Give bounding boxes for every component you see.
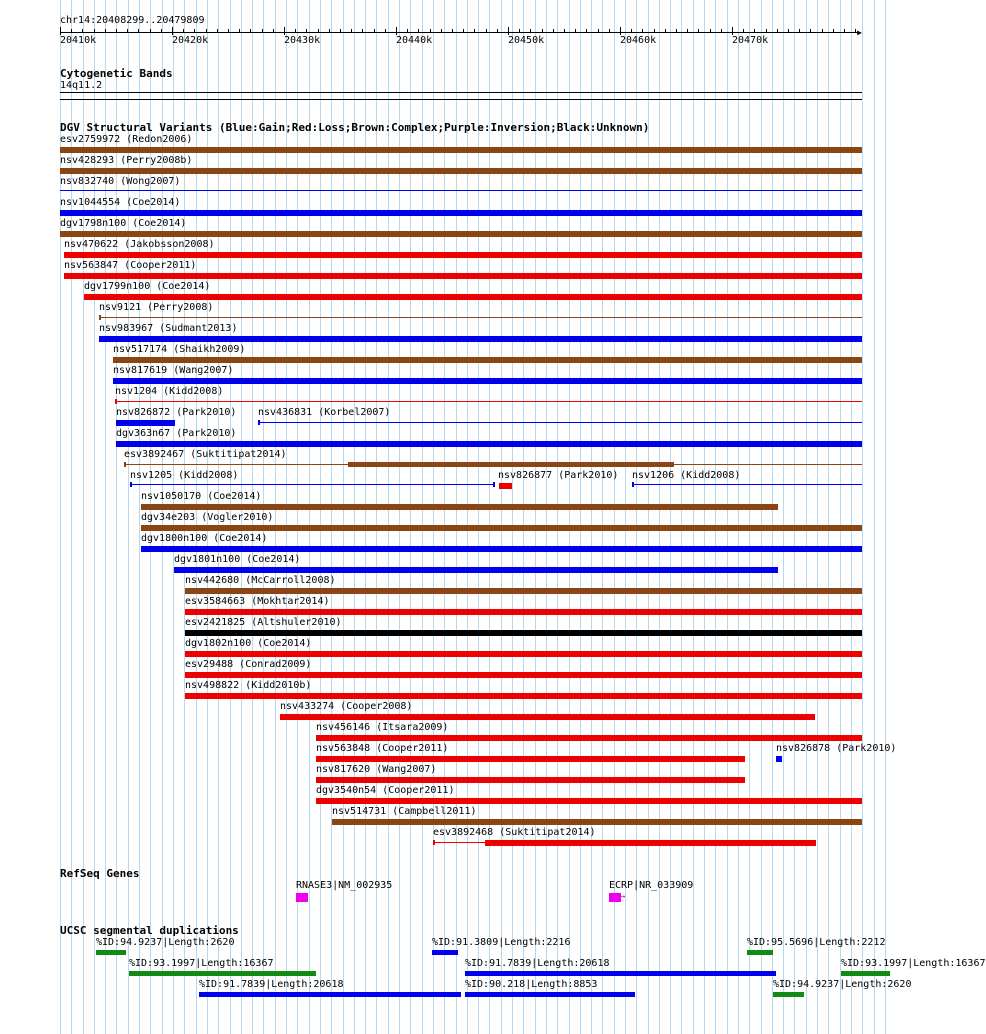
ruler-minor-tick	[486, 29, 487, 33]
dgv-feature-bar[interactable]	[185, 609, 862, 615]
dgv-feature-bar[interactable]	[141, 546, 862, 552]
grid-line	[309, 0, 310, 1034]
grid-line	[489, 0, 490, 1034]
segdup-label[interactable]: %ID:93.1997|Length:16367	[841, 958, 986, 969]
dgv-feature-bar[interactable]	[60, 168, 862, 174]
ruler-tick-label: 20450k	[508, 35, 545, 46]
ruler-minor-tick	[385, 29, 386, 33]
ruler-minor-tick	[127, 29, 128, 33]
grid-line	[512, 0, 513, 1034]
cytoband-bar-top	[60, 92, 862, 93]
ruler-minor-tick	[273, 29, 274, 33]
ruler-minor-tick	[407, 29, 408, 33]
grid-line	[862, 0, 863, 1034]
dgv-feature-label[interactable]: nsv817620 (Wang2007)	[316, 764, 437, 775]
segdup-bar[interactable]	[96, 950, 126, 955]
grid-line	[399, 0, 400, 1034]
segdup-bar[interactable]	[465, 992, 635, 997]
segdup-label[interactable]: %ID:94.9237|Length:2620	[773, 979, 912, 990]
dgv-feature-bar[interactable]	[115, 401, 862, 402]
grid-line	[343, 0, 344, 1034]
ruler-minor-tick	[799, 29, 800, 33]
dgv-feature-bar[interactable]	[316, 756, 745, 762]
grid-line	[580, 0, 581, 1034]
ruler-minor-tick	[575, 29, 576, 33]
grid-line	[591, 0, 592, 1034]
dgv-feature-label[interactable]: nsv817619 (Wang2007)	[113, 365, 234, 376]
dgv-feature-bar[interactable]	[113, 357, 862, 363]
dgv-feature-label[interactable]: nsv1206 (Kidd2008)	[632, 470, 741, 481]
dgv-feature-label[interactable]: dgv1802n100 (Coe2014)	[185, 638, 312, 649]
grid-line	[331, 0, 332, 1034]
ruler-tick-label: 20430k	[284, 35, 321, 46]
dgv-feature-label[interactable]: nsv428293 (Perry2008b)	[60, 155, 193, 166]
dgv-feature-label[interactable]: dgv363n67 (Park2010)	[116, 428, 237, 439]
ruler-minor-tick	[665, 29, 666, 33]
ruler-minor-tick	[698, 29, 699, 33]
ruler-minor-tick	[553, 29, 554, 33]
ruler-minor-tick	[833, 29, 834, 33]
dgv-feature-label[interactable]: nsv517174 (Shaikh2009)	[113, 344, 246, 355]
dgv-feature-start	[130, 482, 132, 487]
ruler-minor-tick	[844, 29, 845, 33]
dgv-feature-bar[interactable]	[185, 588, 862, 594]
ruler-minor-tick	[788, 29, 789, 33]
ruler-tick-label: 20420k	[172, 35, 209, 46]
ruler-minor-tick	[206, 29, 207, 33]
grid-line	[659, 0, 660, 1034]
ruler-minor-tick	[474, 29, 475, 33]
dgv-feature-label[interactable]: nsv983967 (Sudmant2013)	[99, 323, 238, 334]
ruler-minor-tick	[60, 29, 61, 33]
dgv-feature-block	[485, 840, 816, 846]
ruler-minor-tick	[810, 29, 811, 33]
grid-line	[557, 0, 558, 1034]
dgv-feature-label[interactable]: dgv3540n54 (Cooper2011)	[316, 785, 455, 796]
dgv-feature-bar[interactable]	[116, 420, 175, 426]
dgv-feature-label[interactable]: dgv1801n100 (Coe2014)	[174, 554, 301, 565]
dgv-feature-bar[interactable]	[60, 210, 862, 216]
segdup-bar[interactable]	[773, 992, 804, 997]
grid-line	[354, 0, 355, 1034]
dgv-feature-bar[interactable]	[632, 484, 862, 485]
dgv-feature-label[interactable]: dgv1798n100 (Coe2014)	[60, 218, 187, 229]
dgv-feature-label[interactable]: dgv1799n100 (Coe2014)	[84, 281, 211, 292]
dgv-feature-label[interactable]: nsv456146 (Itsara2009)	[316, 722, 449, 733]
ruler-minor-tick	[620, 29, 621, 33]
ruler-tick-label: 20470k	[732, 35, 769, 46]
grid-line	[817, 0, 818, 1034]
segdup-bar[interactable]	[199, 992, 461, 997]
segdup-label[interactable]: %ID:91.7839|Length:20618	[465, 958, 610, 969]
dgv-feature-bar[interactable]	[316, 735, 862, 741]
dgv-feature-bar[interactable]	[60, 190, 862, 191]
ruler-minor-tick	[239, 29, 240, 33]
grid-line	[874, 0, 875, 1034]
grid-line	[738, 0, 739, 1034]
ruler-minor-tick	[743, 29, 744, 33]
grid-line	[840, 0, 841, 1034]
grid-line	[749, 0, 750, 1034]
ruler-minor-tick	[822, 29, 823, 33]
grid-line	[681, 0, 682, 1034]
dgv-feature-label[interactable]: nsv442680 (McCarroll2008)	[185, 575, 336, 586]
grid-line	[704, 0, 705, 1034]
grid-line	[523, 0, 524, 1034]
dgv-feature-label[interactable]: nsv514731 (Campbell2011)	[332, 806, 477, 817]
grid-line	[806, 0, 807, 1034]
segdup-bar[interactable]	[432, 950, 458, 955]
ruler-tick-label: 20410k	[60, 35, 97, 46]
grid-line	[851, 0, 852, 1034]
ruler-tick-label: 20440k	[396, 35, 433, 46]
dgv-feature-bar[interactable]	[499, 483, 512, 489]
dgv-feature-label[interactable]: nsv1050170 (Coe2014)	[141, 491, 262, 502]
dgv-feature-label[interactable]: esv2421825 (Altshuler2010)	[185, 617, 342, 628]
dgv-feature-start	[99, 315, 101, 320]
ruler-minor-tick	[362, 29, 363, 33]
dgv-feature-block	[348, 462, 674, 467]
grid-line	[456, 0, 457, 1034]
ruler-minor-tick	[721, 29, 722, 33]
ruler-minor-tick	[262, 29, 263, 33]
segdup-label[interactable]: %ID:91.3809|Length:2216	[432, 937, 571, 948]
dgv-feature-start	[115, 399, 117, 404]
segdup-label[interactable]: %ID:93.1997|Length:16367	[129, 958, 274, 969]
dgv-feature-label[interactable]: nsv498822 (Kidd2010b)	[185, 680, 312, 691]
dgv-feature-bar[interactable]	[185, 630, 862, 636]
ruler-minor-tick	[564, 29, 565, 33]
ruler-minor-tick	[172, 29, 173, 33]
segdup-bar[interactable]	[465, 971, 776, 976]
ruler-minor-tick	[329, 29, 330, 33]
dgv-feature-bar[interactable]	[116, 441, 862, 447]
grid-line	[376, 0, 377, 1034]
ruler-minor-tick	[161, 29, 162, 33]
ruler-minor-tick	[497, 29, 498, 33]
ruler-minor-tick	[351, 29, 352, 33]
dgv-feature-bar[interactable]	[99, 317, 862, 318]
refseq-gene-body[interactable]	[296, 893, 308, 902]
dgv-feature-label[interactable]: nsv470622 (Jakobsson2008)	[64, 239, 215, 250]
dgv-feature-end	[493, 482, 495, 487]
ruler-minor-tick	[586, 29, 587, 33]
segdup-track-title: UCSC segmental duplications	[60, 924, 239, 937]
dgv-feature-label[interactable]: esv3892468 (Suktitipat2014)	[433, 827, 596, 838]
grid-line	[614, 0, 615, 1034]
ruler-minor-tick	[676, 29, 677, 33]
dgv-feature-bar[interactable]	[141, 504, 778, 510]
grid-line	[636, 0, 637, 1034]
grid-line	[602, 0, 603, 1034]
dgv-feature-bar[interactable]	[258, 422, 862, 423]
position-label: chr14:20408299..20479809	[60, 15, 205, 26]
segdup-label[interactable]: %ID:95.5696|Length:2212	[747, 937, 886, 948]
dgv-feature-label[interactable]: nsv826872 (Park2010)	[116, 407, 237, 418]
ruler-minor-tick	[463, 29, 464, 33]
ruler-minor-tick	[340, 29, 341, 33]
ruler-minor-tick	[228, 29, 229, 33]
dgv-feature-label[interactable]: dgv34e203 (Vogler2010)	[141, 512, 274, 523]
dgv-feature-bar[interactable]	[60, 147, 862, 153]
grid-line	[546, 0, 547, 1034]
ruler-arrow-icon: ▶	[857, 28, 862, 37]
dgv-feature-bar[interactable]	[64, 252, 862, 258]
segdup-label[interactable]: %ID:90.218|Length:8853	[465, 979, 598, 990]
dgv-feature-label[interactable]: nsv433274 (Cooper2008)	[280, 701, 413, 712]
ruler-minor-tick	[138, 29, 139, 33]
ruler-minor-tick	[441, 29, 442, 33]
ruler-minor-tick	[508, 29, 509, 33]
ruler-minor-tick	[150, 29, 151, 33]
ruler-minor-tick	[519, 29, 520, 33]
ruler-minor-tick	[396, 29, 397, 33]
cytoband-label: 14q11.2	[60, 80, 103, 91]
segdup-label[interactable]: %ID:94.9237|Length:2620	[96, 937, 235, 948]
dgv-feature-label[interactable]: nsv826877 (Park2010)	[498, 470, 619, 481]
dgv-feature-bar[interactable]	[141, 525, 862, 531]
grid-line	[297, 0, 298, 1034]
dgv-feature-bar[interactable]	[174, 567, 778, 573]
grid-line	[648, 0, 649, 1034]
ruler-minor-tick	[94, 29, 95, 33]
dgv-feature-start	[124, 462, 126, 467]
grid-line	[467, 0, 468, 1034]
dgv-feature-label[interactable]: nsv436831 (Korbel2007)	[258, 407, 391, 418]
dgv-feature-start	[632, 482, 634, 487]
segdup-bar[interactable]	[841, 971, 890, 976]
dgv-feature-bar[interactable]	[130, 484, 495, 485]
grid-line	[501, 0, 502, 1034]
grid-line	[478, 0, 479, 1034]
ruler-minor-tick	[318, 29, 319, 33]
segdup-label[interactable]: %ID:91.7839|Length:20618	[199, 979, 344, 990]
refseq-gene-label[interactable]: RNASE3|NM_002935	[296, 880, 393, 891]
grid-line	[422, 0, 423, 1034]
grid-line	[275, 0, 276, 1034]
dgv-feature-label[interactable]: nsv9121 (Perry2008)	[99, 302, 214, 313]
dgv-feature-label[interactable]: nsv563848 (Cooper2011)	[316, 743, 449, 754]
dgv-feature-label[interactable]: nsv1205 (Kidd2008)	[130, 470, 239, 481]
dgv-feature-bar[interactable]	[185, 672, 862, 678]
ruler-minor-tick	[116, 29, 117, 33]
refseq-track-title: RefSeq Genes	[60, 867, 140, 880]
grid-line	[625, 0, 626, 1034]
ruler-minor-tick	[295, 29, 296, 33]
grid-line	[794, 0, 795, 1034]
grid-line	[388, 0, 389, 1034]
ruler-minor-tick	[284, 29, 285, 33]
dgv-feature-label[interactable]: nsv1204 (Kidd2008)	[115, 386, 224, 397]
grid-line	[320, 0, 321, 1034]
dgv-feature-bar[interactable]	[60, 231, 862, 237]
dgv-feature-label[interactable]: esv29488 (Conrad2009)	[185, 659, 312, 670]
grid-line	[410, 0, 411, 1034]
ruler-minor-tick	[754, 29, 755, 33]
dgv-feature-bar[interactable]	[64, 273, 862, 279]
dgv-feature-bar[interactable]	[332, 819, 862, 825]
ruler-minor-tick	[631, 29, 632, 33]
ruler-tick-label: 20460k	[620, 35, 657, 46]
ruler-minor-tick	[598, 29, 599, 33]
dgv-feature-start	[433, 840, 435, 845]
grid-line	[670, 0, 671, 1034]
dgv-feature-bar[interactable]	[776, 756, 782, 762]
grid-line	[365, 0, 366, 1034]
dgv-feature-label[interactable]: nsv832740 (Wong2007)	[60, 176, 181, 187]
ruler-minor-tick	[766, 29, 767, 33]
dgv-track-title: DGV Structural Variants (Blue:Gain;Red:Loss;Brown:Complex;Purple:Inversion;Black:Unknown)	[60, 121, 650, 134]
dgv-feature-bar[interactable]	[316, 777, 745, 783]
dgv-feature-label[interactable]: nsv826878 (Park2010)	[776, 743, 897, 754]
ruler-minor-tick	[710, 29, 711, 33]
ruler-minor-tick	[306, 29, 307, 33]
dgv-feature-bar[interactable]	[185, 693, 862, 699]
grid-line	[885, 0, 886, 1034]
ruler-minor-tick	[418, 29, 419, 33]
grid-line	[535, 0, 536, 1034]
ruler-minor-tick	[82, 29, 83, 33]
ruler-minor-tick	[855, 29, 856, 33]
grid-line	[569, 0, 570, 1034]
grid-line	[828, 0, 829, 1034]
ruler-minor-tick	[250, 29, 251, 33]
ruler-minor-tick	[217, 29, 218, 33]
dgv-feature-bar[interactable]	[280, 714, 815, 720]
cytoband-track-title: Cytogenetic Bands	[60, 67, 173, 80]
grid-line	[433, 0, 434, 1034]
dgv-feature-bar[interactable]	[185, 651, 862, 657]
cytoband-bar-bottom	[60, 99, 862, 100]
dgv-feature-label[interactable]: nsv1044554 (Coe2014)	[60, 197, 181, 208]
dgv-feature-label[interactable]: nsv563847 (Cooper2011)	[64, 260, 197, 271]
ruler-minor-tick	[430, 29, 431, 33]
dgv-feature-bar[interactable]	[99, 336, 862, 342]
dgv-feature-bar[interactable]	[84, 294, 862, 300]
ruler-minor-tick	[609, 29, 610, 33]
strand-arrow-icon: →	[620, 892, 626, 902]
ruler-minor-tick	[732, 29, 733, 33]
ruler-minor-tick	[194, 29, 195, 33]
grid-line	[772, 0, 773, 1034]
grid-line	[727, 0, 728, 1034]
grid-line	[286, 0, 287, 1034]
dgv-feature-bar[interactable]	[433, 842, 485, 843]
dgv-feature-label[interactable]: dgv1800n100 (Coe2014)	[141, 533, 268, 544]
ruler-minor-tick	[183, 29, 184, 33]
grid-line	[444, 0, 445, 1034]
grid-line	[783, 0, 784, 1034]
dgv-feature-label[interactable]: esv2759972 (Redon2006)	[60, 134, 193, 145]
ruler-minor-tick	[542, 29, 543, 33]
segdup-bar[interactable]	[747, 950, 773, 955]
ruler-minor-tick	[530, 29, 531, 33]
ruler-minor-tick	[654, 29, 655, 33]
ruler-minor-tick	[777, 29, 778, 33]
ruler-minor-tick	[452, 29, 453, 33]
dgv-feature-label[interactable]: esv3892467 (Suktitipat2014)	[124, 449, 287, 460]
dgv-feature-bar[interactable]	[113, 378, 862, 384]
dgv-feature-bar[interactable]	[316, 798, 862, 804]
ruler-minor-tick	[105, 29, 106, 33]
dgv-feature-label[interactable]: esv3584663 (Mokhtar2014)	[185, 596, 330, 607]
segdup-bar[interactable]	[129, 971, 316, 976]
grid-line	[693, 0, 694, 1034]
dgv-feature-start	[258, 420, 260, 425]
ruler-minor-tick	[642, 29, 643, 33]
grid-line	[715, 0, 716, 1034]
ruler-minor-tick	[71, 29, 72, 33]
grid-line	[761, 0, 762, 1034]
ruler-minor-tick	[687, 29, 688, 33]
ruler-minor-tick	[374, 29, 375, 33]
refseq-gene-label[interactable]: ECRP|NR_033909	[609, 880, 694, 891]
